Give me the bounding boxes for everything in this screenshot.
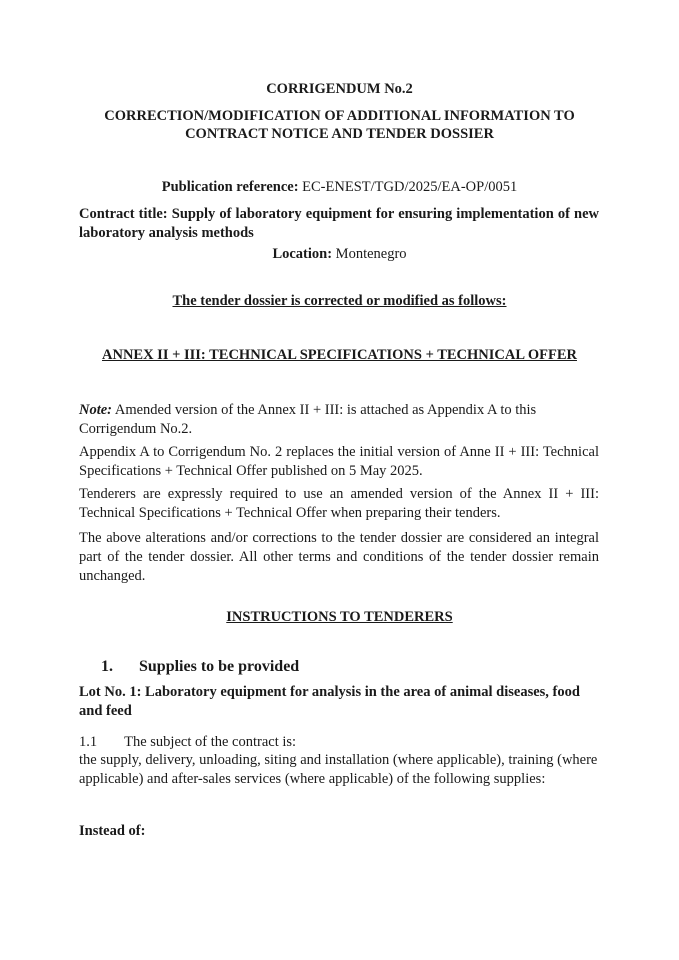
clause-intro: The subject of the contract is: <box>124 734 297 750</box>
publication-value: EC-ENEST/TGD/2025/EA-OP/0051 <box>302 179 518 195</box>
note-paragraph <box>79 401 599 439</box>
corrigendum-title: CORRIGENDUM No.2 <box>266 81 413 97</box>
clause-body: the supply, delivery, unloading, siting and installation (where applicable), training (where applicable) and after-sales services (where applicable) of the following supplies: <box>79 752 598 787</box>
note-label: Note: <box>79 402 113 418</box>
instructions-heading: INSTRUCTIONS TO TENDERERS <box>226 609 453 625</box>
paragraph-2: Tenderers are expressly required to use an amended version of the Annex II + III: Technical Specifications + Technical Offer when preparing their tenders. <box>79 486 599 521</box>
contract-title <box>79 205 599 243</box>
annex-heading: ANNEX II + III: TECHNICAL SPECIFICATIONS + TECHNICAL OFFER <box>102 347 577 363</box>
heading-line-2: CONTRACT NOTICE AND TENDER DOSSIER <box>185 126 494 142</box>
paragraph-1: Appendix A to Corrigendum No. 2 replaces the initial version of Anne II + III: Technical Specifications + Technical Offer published on 5 May 2025. <box>79 444 599 479</box>
contract-value: Supply of laboratory equipment for ensuring implementation of new laboratory analysis methods <box>79 206 599 241</box>
clause-heading <box>79 733 296 752</box>
lot-title: Lot No. 1: Laboratory equipment for analysis in the area of animal diseases, food and feed <box>79 684 580 719</box>
supplies-number: 1. <box>101 658 113 675</box>
section-intro: The tender dossier is corrected or modified as follows: <box>172 293 507 309</box>
supplies-heading <box>101 657 299 676</box>
publication-reference <box>0 178 679 197</box>
location-value: Montenegro <box>335 246 407 262</box>
location-label: Location: <box>272 246 333 262</box>
note-text: Amended version of the Annex II + III: is attached as Appendix A to this Corrigendum No.2. <box>79 402 537 437</box>
publication-label: Publication reference: <box>161 179 299 195</box>
location <box>0 245 679 264</box>
contract-label: Contract title: <box>79 206 168 222</box>
supplies-title: Supplies to be provided <box>139 658 300 675</box>
clause-number: 1.1 <box>79 734 98 750</box>
instead-of-label: Instead of: <box>79 823 146 839</box>
heading-line-1: CORRECTION/MODIFICATION OF ADDITIONAL INFORMATION TO <box>104 108 575 124</box>
paragraph-3: The above alterations and/or corrections to the tender dossier are considered an integral part of the tender dossier. All other terms and conditions of the tender dossier remain unchanged. <box>79 530 599 584</box>
